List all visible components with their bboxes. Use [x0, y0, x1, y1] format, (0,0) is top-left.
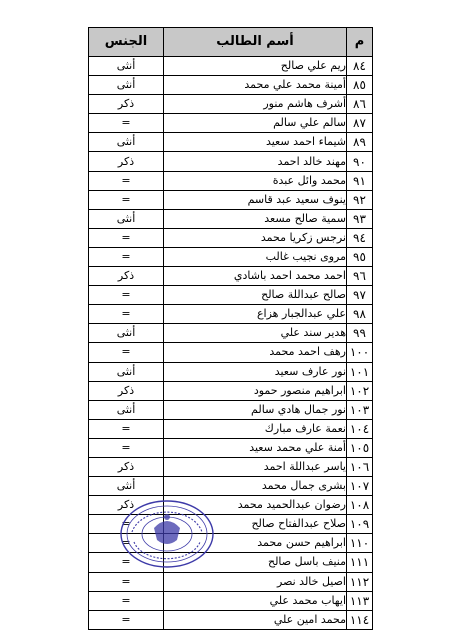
row-number: ١٠٣ — [347, 400, 373, 419]
student-gender: = — [89, 515, 164, 534]
table-row — [89, 324, 373, 343]
table-row — [89, 610, 373, 629]
column-header-gender: الجنس — [89, 28, 164, 57]
student-name: ابراهيم حسن محمد — [164, 534, 347, 553]
row-number: ٩٣ — [347, 209, 373, 228]
table-row — [89, 190, 373, 209]
student-gender: = — [89, 286, 164, 305]
table-header-row — [89, 28, 373, 57]
student-name: علي عبدالجبار هزاع — [164, 305, 347, 324]
row-number: ١٠٨ — [347, 496, 373, 515]
student-name: صالح عبداللة صالح — [164, 286, 347, 305]
student-gender: ذكر — [89, 457, 164, 476]
row-number: ١٠٩ — [347, 515, 373, 534]
student-name: احمد محمد احمد باشادي — [164, 267, 347, 286]
student-name: ياسر عبداللة احمد — [164, 457, 347, 476]
student-name: ريم علي صالح — [164, 57, 347, 76]
student-name: ينوف سعيد عبد قاسم — [164, 190, 347, 209]
student-name: نور جمال هادي سالم — [164, 400, 347, 419]
student-name: محمد وائل عبدة — [164, 171, 347, 190]
student-gender: أنثى — [89, 76, 164, 95]
table-row — [89, 286, 373, 305]
student-gender: = — [89, 190, 164, 209]
row-number: ١١٠ — [347, 534, 373, 553]
student-gender: = — [89, 419, 164, 438]
table-row — [89, 400, 373, 419]
row-number: ٨٩ — [347, 133, 373, 152]
table-row — [89, 381, 373, 400]
table-row — [89, 57, 373, 76]
student-gender: = — [89, 534, 164, 553]
row-number: ١٠٤ — [347, 419, 373, 438]
student-name: سمية صالح مسعد — [164, 209, 347, 228]
table-row — [89, 209, 373, 228]
row-number: ٩١ — [347, 171, 373, 190]
student-gender: ذكر — [89, 381, 164, 400]
student-name: رضوان عبدالحميد محمد — [164, 496, 347, 515]
student-gender: = — [89, 305, 164, 324]
table-row — [89, 343, 373, 362]
table-row — [89, 477, 373, 496]
student-name: نرجس زكريا محمد — [164, 228, 347, 247]
student-gender: ذكر — [89, 267, 164, 286]
student-gender: = — [89, 591, 164, 610]
row-number: ٩٠ — [347, 152, 373, 171]
table-row — [89, 305, 373, 324]
student-gender: = — [89, 343, 164, 362]
table-row — [89, 572, 373, 591]
student-name: بشرى جمال محمد — [164, 477, 347, 496]
column-header-name: أسم الطالب — [164, 28, 347, 57]
student-gender: أنثى — [89, 362, 164, 381]
student-gender: = — [89, 247, 164, 266]
student-name: منيف باسل صالح — [164, 553, 347, 572]
table-row — [89, 362, 373, 381]
student-gender: أنثى — [89, 477, 164, 496]
student-gender: = — [89, 572, 164, 591]
table-row — [89, 114, 373, 133]
row-number: ٨٤ — [347, 57, 373, 76]
student-name: شيماء احمد سعيد — [164, 133, 347, 152]
student-name: نعمة عارف مبارك — [164, 419, 347, 438]
student-gender: ذكر — [89, 95, 164, 114]
row-number: ٩٤ — [347, 228, 373, 247]
student-gender: أنثى — [89, 209, 164, 228]
table-row — [89, 591, 373, 610]
table-row — [89, 171, 373, 190]
student-gender: = — [89, 553, 164, 572]
column-header-number: م — [347, 28, 373, 57]
table-row — [89, 267, 373, 286]
student-name: هدير سند علي — [164, 324, 347, 343]
table-row — [89, 419, 373, 438]
student-name: مهند خالد احمد — [164, 152, 347, 171]
row-number: ٨٧ — [347, 114, 373, 133]
student-gender: أنثى — [89, 400, 164, 419]
student-gender: = — [89, 114, 164, 133]
table-row — [89, 457, 373, 476]
student-name: صلاح عبدالفتاح صالح — [164, 515, 347, 534]
row-number: ١١٤ — [347, 610, 373, 629]
row-number: ٩٩ — [347, 324, 373, 343]
table-row — [89, 438, 373, 457]
table-row — [89, 228, 373, 247]
student-name: أمنة علي محمد سعيد — [164, 438, 347, 457]
student-name: أمينة محمد علي محمد — [164, 76, 347, 95]
student-gender: = — [89, 438, 164, 457]
row-number: ٨٥ — [347, 76, 373, 95]
student-gender: = — [89, 228, 164, 247]
student-gender: أنثى — [89, 133, 164, 152]
row-number: ٩٥ — [347, 247, 373, 266]
student-name: نور عارف سعيد — [164, 362, 347, 381]
row-number: ٩٢ — [347, 190, 373, 209]
student-name: أشرف هاشم منور — [164, 95, 347, 114]
student-name: ايهاب محمد علي — [164, 591, 347, 610]
table-row — [89, 247, 373, 266]
row-number: ١٠٦ — [347, 457, 373, 476]
student-name: سالم علي سالم — [164, 114, 347, 133]
table-row — [89, 133, 373, 152]
row-number: ١٠٠ — [347, 343, 373, 362]
student-gender: = — [89, 610, 164, 629]
student-gender: = — [89, 171, 164, 190]
row-number: ١٠٥ — [347, 438, 373, 457]
row-number: ٩٧ — [347, 286, 373, 305]
row-number: ٨٦ — [347, 95, 373, 114]
row-number: ١٠١ — [347, 362, 373, 381]
student-gender: ذكر — [89, 152, 164, 171]
student-name: ابراهيم منصور حمود — [164, 381, 347, 400]
student-gender: أنثى — [89, 57, 164, 76]
table-row — [89, 152, 373, 171]
official-stamp — [118, 498, 216, 570]
row-number: ١١٢ — [347, 572, 373, 591]
row-number: ٩٦ — [347, 267, 373, 286]
row-number: ١٠٧ — [347, 477, 373, 496]
table-row — [89, 76, 373, 95]
student-gender: أنثى — [89, 324, 164, 343]
student-name: مروى نجيب غالب — [164, 247, 347, 266]
student-name: اصيل خالد نصر — [164, 572, 347, 591]
row-number: ٩٨ — [347, 305, 373, 324]
student-name: رهف احمد محمد — [164, 343, 347, 362]
row-number: ١١١ — [347, 553, 373, 572]
student-gender: ذكر — [89, 496, 164, 515]
student-name: محمد امين علي — [164, 610, 347, 629]
table-row — [89, 95, 373, 114]
row-number: ١٠٢ — [347, 381, 373, 400]
row-number: ١١٣ — [347, 591, 373, 610]
